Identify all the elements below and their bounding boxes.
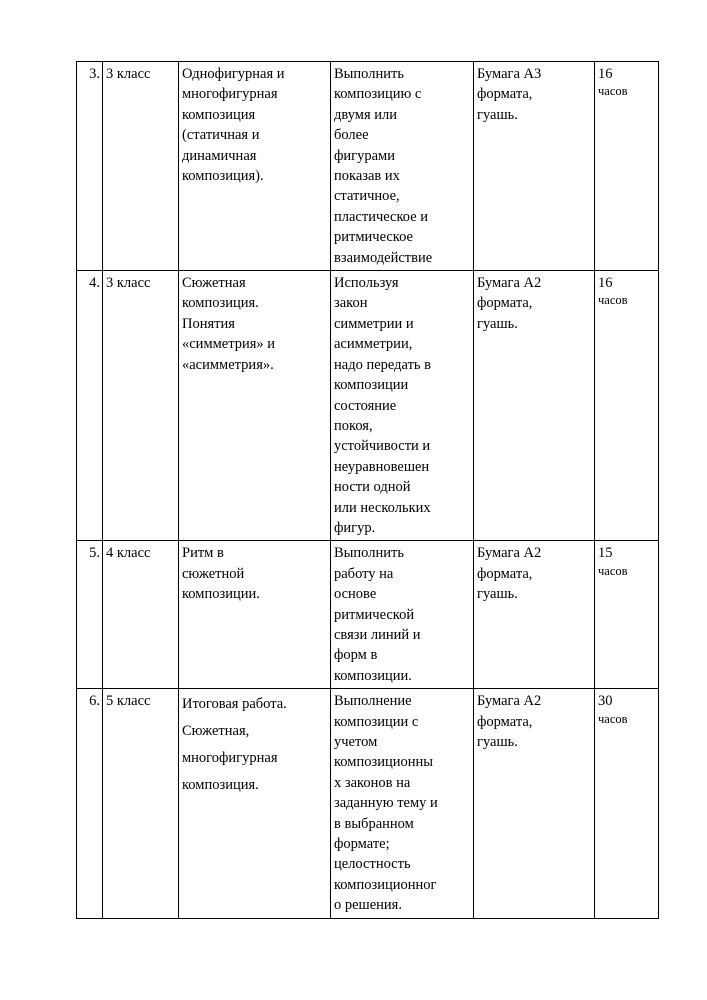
topic-line: композиция. [182, 295, 259, 312]
materials-cell [474, 62, 595, 271]
topic-cell [179, 541, 331, 689]
topic-cell [179, 62, 331, 271]
task-line: фигурами [334, 147, 395, 164]
hours-cell [595, 541, 659, 689]
task-line: ности одной [334, 479, 411, 496]
task-line: композицию с [334, 86, 422, 103]
hours-value: 15 [598, 545, 613, 562]
topic-line: сюжетной [182, 565, 245, 582]
task-line: двумя или [334, 106, 398, 123]
task-line: Выполнить [334, 545, 404, 562]
task-line: надо передать в [334, 356, 431, 373]
task-line: Выполнить [334, 66, 404, 82]
topic-line: (статичная и [182, 127, 260, 144]
materials-line: формата, [477, 295, 533, 312]
hours-unit: часов [598, 84, 628, 99]
topic-line: Итоговая работа. [182, 696, 287, 713]
task-cell [331, 62, 474, 271]
task-line: фигур. [334, 519, 376, 536]
materials-line: гуашь. [477, 106, 518, 123]
task-line: заданную тему и [334, 795, 438, 812]
task-line: или нескольких [334, 499, 431, 516]
materials-line: Бумага А2 [477, 693, 542, 710]
topic-line: «симметрия» и [182, 336, 276, 353]
materials-line: формата, [477, 86, 533, 103]
task-cell [331, 271, 474, 541]
task-line: показав их [334, 168, 400, 185]
task-line: форм в [334, 647, 378, 664]
task-line: в выбранном [334, 815, 414, 832]
topic-line: композиции. [182, 586, 260, 603]
task-line: основе [334, 586, 377, 603]
task-line: х законов на [334, 774, 411, 791]
task-line: устойчивости и [334, 438, 431, 455]
task-line: состояние [334, 397, 397, 414]
topic-line: динамичная [182, 147, 257, 164]
hours-cell [595, 271, 659, 541]
task-line: закон [334, 295, 368, 312]
task-line: работу на [334, 565, 394, 582]
topic-line: композиция). [182, 168, 264, 185]
task-line: симметрии и [334, 315, 414, 332]
hours-cell [595, 62, 659, 271]
hours-unit: часов [598, 711, 628, 726]
topic-line: многофигурная [182, 750, 278, 767]
task-line: неуравновешен [334, 458, 430, 475]
task-line: пластическое и [334, 208, 429, 225]
hours-cell [595, 689, 659, 918]
hours-value: 30 [598, 693, 613, 710]
task-line: о решения. [334, 897, 402, 914]
topic-line: Сюжетная, [182, 723, 250, 740]
topic-line: композиция [182, 106, 256, 123]
table-row [77, 541, 659, 689]
table-row [77, 62, 659, 271]
topic-line: композиция. [182, 777, 259, 794]
task-line: Выполнение [334, 693, 412, 710]
grade-cell: 3 класс [103, 271, 179, 541]
task-line: более [334, 127, 369, 144]
task-line: формате; [334, 836, 390, 853]
task-line: взаимодействие [334, 249, 433, 266]
table-row [77, 689, 659, 918]
materials-line: Бумага А2 [477, 275, 542, 292]
grade-cell: 5 класс [103, 689, 179, 918]
materials-line: гуашь. [477, 315, 518, 332]
task-line: композиции [334, 377, 409, 394]
materials-line: формата, [477, 565, 533, 582]
hours-unit: часов [598, 293, 628, 308]
task-line: композиционног [334, 876, 437, 893]
task-line: ритмическое [334, 229, 413, 246]
task-line: связи линий и [334, 626, 421, 643]
task-line: ритмической [334, 606, 415, 623]
topic-line: Понятия [182, 315, 235, 332]
topic-line: Однофигурная и [182, 66, 285, 82]
table-row [77, 271, 659, 541]
row-number: 3. [77, 62, 103, 271]
hours-value: 16 [598, 66, 613, 82]
materials-line: Бумага А3 [477, 66, 542, 82]
task-line: учетом [334, 734, 378, 750]
task-line: целостность [334, 856, 411, 873]
topic-line: Сюжетная [182, 275, 246, 292]
materials-cell [474, 541, 595, 689]
task-cell [331, 541, 474, 689]
topic-cell [179, 689, 331, 918]
row-number: 5. [77, 541, 103, 689]
task-cell [331, 689, 474, 918]
materials-line: формата, [477, 713, 533, 730]
materials-line: гуашь. [477, 734, 518, 750]
topic-cell [179, 271, 331, 541]
task-line: асимметрии, [334, 336, 413, 353]
task-line: статичное, [334, 188, 400, 205]
row-number: 6. [77, 689, 103, 918]
topic-line: Ритм в [182, 545, 224, 562]
materials-cell [474, 271, 595, 541]
materials-line: гуашь. [477, 586, 518, 603]
task-line: композиции с [334, 713, 419, 730]
task-line: композиции. [334, 667, 412, 684]
materials-line: Бумага А2 [477, 545, 542, 562]
grade-cell: 4 класс [103, 541, 179, 689]
task-line: композиционны [334, 754, 433, 771]
grade-cell: 3 класс [103, 62, 179, 271]
topic-line: многофигурная [182, 86, 278, 103]
topic-line: «асимметрия». [182, 356, 274, 373]
materials-cell [474, 689, 595, 918]
hours-unit: часов [598, 563, 628, 578]
hours-value: 16 [598, 275, 613, 292]
curriculum-table [76, 61, 659, 919]
task-line: Используя [334, 275, 399, 292]
row-number: 4. [77, 271, 103, 541]
task-line: покоя, [334, 417, 373, 434]
